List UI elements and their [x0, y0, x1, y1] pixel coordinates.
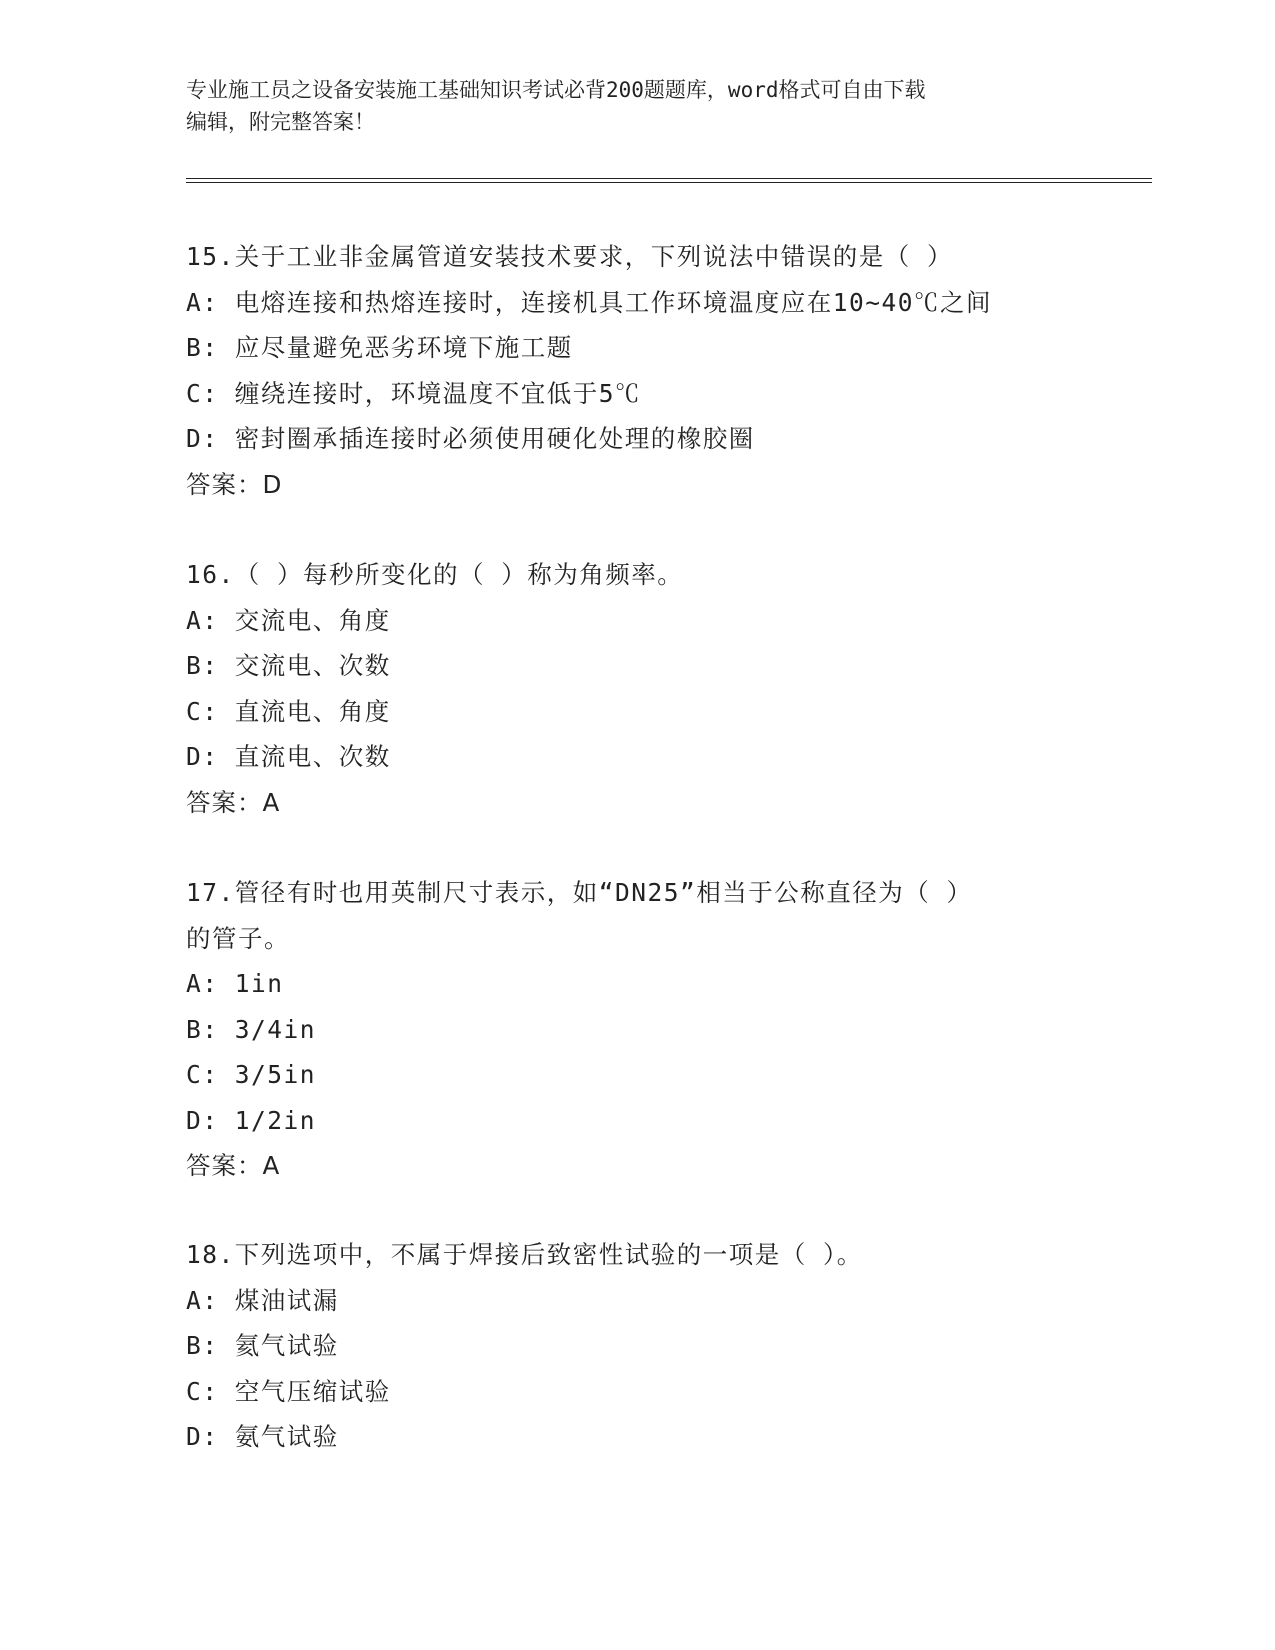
question-stem: 15.关于工业非金属管道安装技术要求，下列说法中错误的是（ ） [186, 242, 953, 271]
question-17 [186, 870, 1086, 1189]
header-title-line-1: 专业施工员之设备安装施工基础知识考试必背200题题库，word格式可自由下载 [186, 78, 926, 102]
question-stem: 18.下列选项中，不属于焊接后致密性试验的一项是（ ）。 [186, 1240, 863, 1269]
question-18 [186, 1232, 1086, 1460]
option-a: A: 煤油试漏 [186, 1285, 339, 1315]
option-a: A: 交流电、角度 [186, 605, 391, 635]
option-c: C: 直流电、角度 [186, 696, 391, 726]
question-stem: 16.（ ）每秒所变化的（ ）称为角频率。 [186, 560, 684, 589]
option-c: C: 3/5in [186, 1060, 317, 1089]
document-header [186, 74, 1086, 138]
question-15 [186, 234, 1086, 507]
option-c: C: 缠绕连接时，环境温度不宜低于5℃ [186, 378, 641, 408]
option-c: C: 空气压缩试验 [186, 1376, 391, 1406]
option-d: D: 氨气试验 [186, 1422, 339, 1451]
question-16 [186, 552, 1086, 825]
answer-label: 答案：A [186, 787, 281, 817]
question-stem-continued: 的管子。 [186, 923, 290, 953]
option-a: A: 电熔连接和热熔连接时，连接机具工作环境温度应在10~40℃之间 [186, 287, 992, 317]
option-b: B: 交流电、次数 [186, 651, 391, 680]
option-d: D: 1/2in [186, 1105, 317, 1135]
option-d: D: 直流电、次数 [186, 742, 391, 771]
option-b: B: 应尽量避免恶劣环境下施工题 [186, 333, 573, 362]
option-b: B: 氦气试验 [186, 1331, 339, 1360]
answer-label: 答案：A [186, 1151, 281, 1180]
option-d: D: 密封圈承插连接时必须使用硬化处理的橡胶圈 [186, 424, 755, 453]
header-divider-bottom [186, 182, 1152, 183]
header-title-line-2: 编辑，附完整答案！ [186, 110, 375, 134]
question-stem: 17.管径有时也用英制尺寸表示，如“DN25”相当于公称直径为（ ） [186, 878, 973, 907]
answer-label: 答案：D [186, 469, 283, 499]
option-a: A: 1in [186, 969, 284, 998]
header-divider-top [186, 178, 1152, 179]
option-b: B: 3/4in [186, 1014, 317, 1044]
